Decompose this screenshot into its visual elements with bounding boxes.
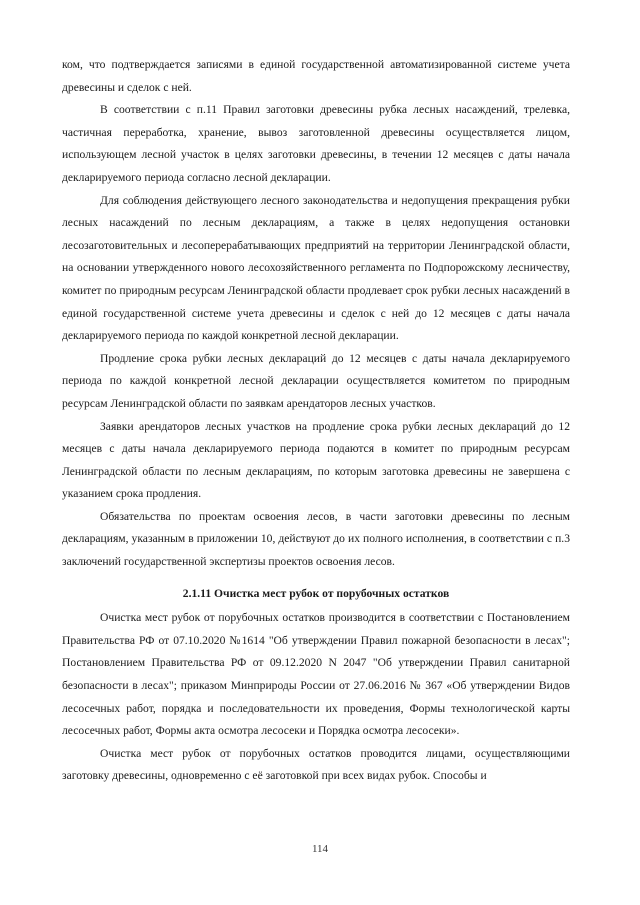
paragraph-logging-rules: В соответствии с п.11 Правил заготовки древесины рубка лесных насаждений, трелевка, частичная переработка, хранение, вывоз заготовленной древесины осуществляется лицом, использующем лесной участок в целях заготовки древесины, в течении 12 месяцев с даты начала декларируемого периода согласно лесной декларации. <box>62 103 570 184</box>
paragraph-tenant-requests: Заявки арендаторов лесных участков на продление срока рубки лесных деклараций до 12 месяцев с даты начала декларируемого периода подаются в комитет по природным ресурсам Ленинградской области по лесным декларациям, по которым заготовка древесины не завершена с указанием срока продления. <box>62 419 570 501</box>
paragraph-legislation-compliance: Для соблюдения действующего лесного законодательства и недопущения прекращения рубки лесных насаждений по лесным декларациям, а также в целях недопущения остановки лесозаготовительных и лесоперерабатывающих предприятий на территории Ленинградской области, на основании утвержденного нового лесохозяйственного регламента по Подпорожскому лесничеству, комитет по природным ресурсам Ленинградской области продлевает срок рубки лесных насаждений в единой государственной системе учета древесины и сделок с ней до 12 месяцев с даты начала декларируемого периода по каждой конкретной лесной декларации. <box>62 193 570 343</box>
paragraph-continuation: ком, что подтверждается записями в единой государственной автоматизированной системе учета древесины и сделок с ней. <box>62 58 570 94</box>
paragraph-cleanup-procedure: Очистка мест рубок от порубочных остатков проводится лицами, осуществляющими заготовку древесины, одновременно с её заготовкой при всех видах рубок. Способы и <box>62 746 570 783</box>
page-number: 114 <box>311 843 329 855</box>
paragraph-obligations: Обязательства по проектам освоения лесов, в части заготовки древесины по лесным декларациям, указанным в приложении 10, действуют до их полного исполнения, в соответствии с п.3 заключений государственной экспертизы проектов освоения лесов. <box>62 509 570 569</box>
section-heading: 2.1.11 Очистка мест рубок от порубочных остатков <box>182 586 450 600</box>
document-page <box>62 54 570 788</box>
paragraph-term-extension: Продление срока рубки лесных деклараций до 12 месяцев с даты начала декларируемого периода по каждой конкретной лесной декларации осуществляется комитетом по природным ресурсам Ленинградской области по заявкам арендаторов лесных участков. <box>62 351 570 410</box>
paragraph-cleanup-regulations: Очистка мест рубок от порубочных остатков производится в соответствии с Постановлением Правительства РФ от 07.10.2020 №1614 "Об утверждении Правил пожарной безопасности в лесах"; Постановлением Правительства РФ от 09.12.2020 N 2047 "Об утверждении Правил санитарной безопасности в лесах"; приказом Минприроды России от 27.06.2016 № 367 «Об утверждении Видов лесосечных работ, порядка и последовательности их проведения, Формы технологической карты лесосечных работ, Формы акта осмотра лесосеки и Порядка осмотра лесосеки». <box>62 611 570 738</box>
